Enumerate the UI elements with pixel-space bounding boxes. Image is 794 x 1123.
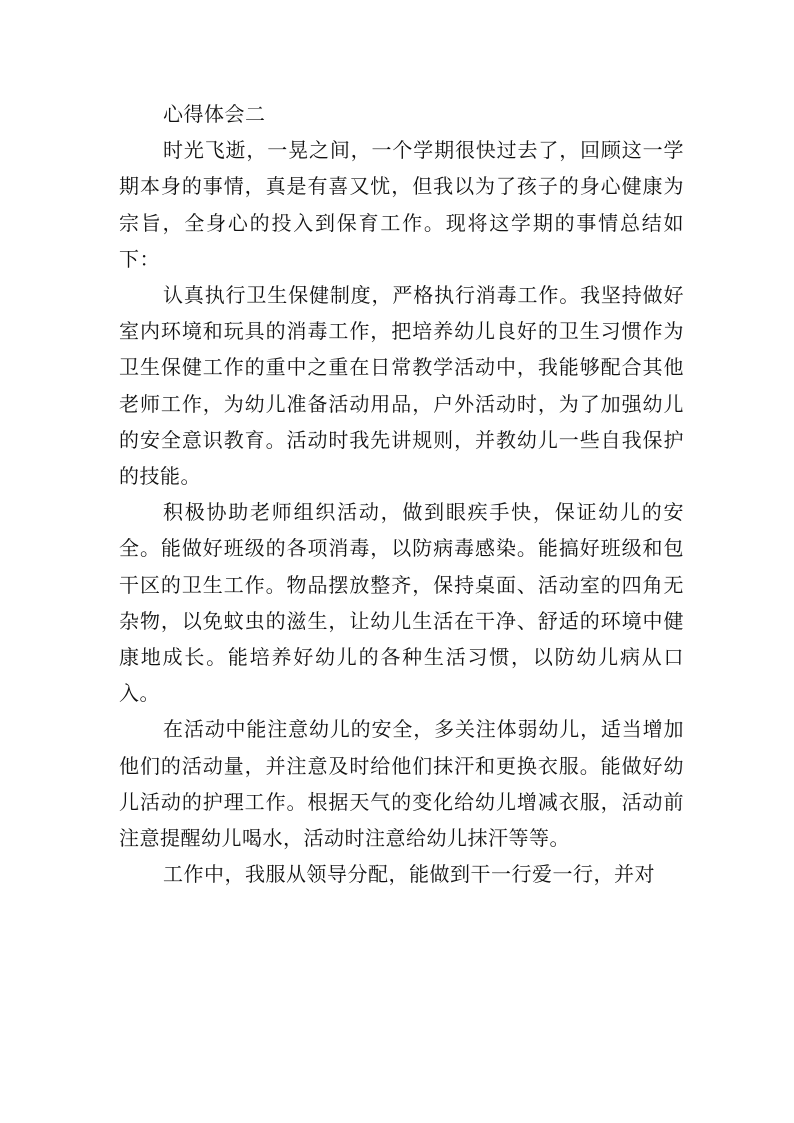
paragraph-safety: 在活动中能注意幼儿的安全，多关注体弱幼儿，适当增加他们的活动量，并注意及时给他们抹汗和更换衣服。能做好幼儿活动的护理工作。根据天气的变化给幼儿增减衣服，活动前注意提醒幼儿喝水，活动时注意给幼儿抹汗等等。 bbox=[119, 717, 684, 851]
paragraph-hygiene: 认真执行卫生保健制度，严格执行消毒工作。我坚持做好室内环境和玩具的消毒工作，把培养幼儿良好的卫生习惯作为卫生保健工作的重中之重在日常教学活动中，我能够配合其他老师工作，为幼儿准备活动用品，户外活动时，为了加强幼儿的安全意识教育。活动时我先讲规则，并教幼儿一些自我保护的技能。 bbox=[119, 283, 684, 489]
paragraph-work: 工作中，我服从领导分配，能做到干一行爱一行，并对 bbox=[163, 862, 655, 887]
document-body bbox=[119, 96, 684, 892]
paragraph-intro: 时光飞逝，一晃之间，一个学期很快过去了，回顾这一学期本身的事情，真是有喜又忧，但我以为了孩子的身心健康为宗旨，全身心的投入到保育工作。现将这学期的事情总结如下： bbox=[119, 138, 684, 271]
section-heading: 心得体会二 bbox=[163, 102, 266, 126]
paragraph-assist: 积极协助老师组织活动，做到眼疾手快，保证幼儿的安全。能做好班级的各项消毒，以防病毒感染。能搞好班级和包干区的卫生工作。物品摆放整齐，保持桌面、活动室的四角无杂物，以免蚊虫的滋生，让幼儿生活在干净、舒适的环境中健康地成长。能培养好幼儿的各种生活习惯，以防幼儿病从口入。 bbox=[119, 500, 684, 706]
